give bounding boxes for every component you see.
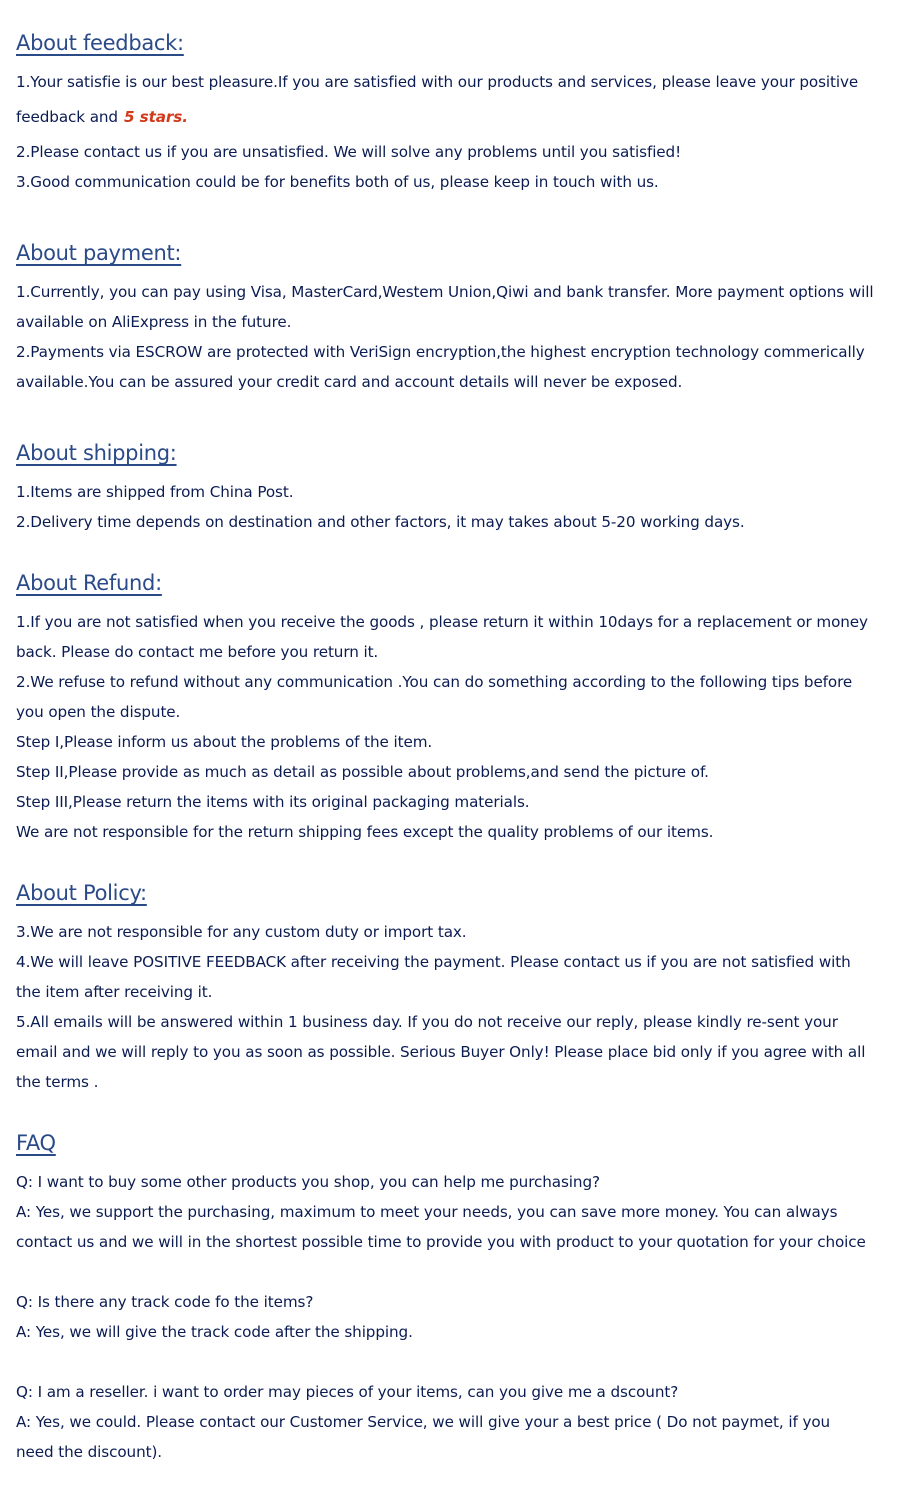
shipping-line-2: 2.Delivery time depends on destination and other factors, it may takes about 5-20 working days. xyxy=(16,513,745,531)
refund-line-3: 2.We refuse to refund without any communication .You can do something according to the following tips before xyxy=(16,673,853,691)
faq-answer-3-line-2: need the discount). xyxy=(16,1443,163,1461)
feedback-heading: About feedback: xyxy=(16,31,184,55)
faq-answer-3-line-1: A: Yes, we could. Please contact our Customer Service, we will give your a best price ( Do not paymet, if you xyxy=(16,1413,831,1431)
feedback-line-4: 3.Good communication could be for benefits both of us, please keep in touch with us. xyxy=(16,173,659,191)
policy-line-4: 5.All emails will be answered within 1 business day. If you do not receive our reply, please kindly re-sent your xyxy=(16,1013,838,1031)
feedback-line-2-text: feedback and xyxy=(16,108,118,126)
payment-heading: About payment: xyxy=(16,241,182,265)
faq-answer-1-line-1: A: Yes, we support the purchasing, maximum to meet your needs, you can save more money. You can always xyxy=(16,1203,838,1221)
payment-line-1: 1.Currently, you can pay using Visa, MasterCard,Westem Union,Qiwi and bank transfer. More payment options will xyxy=(16,283,874,301)
feedback-line-3: 2.Please contact us if you are unsatisfied. We will solve any problems until you satisfied! xyxy=(16,143,682,161)
refund-line-1: 1.If you are not satisfied when you receive the goods , please return it within 10days for a replacement or money xyxy=(16,613,868,631)
policy-line-6: the terms . xyxy=(16,1073,99,1091)
faq-answer-2: A: Yes, we will give the track code after the shipping. xyxy=(16,1323,413,1341)
shipping-line-1: 1.Items are shipped from China Post. xyxy=(16,483,294,501)
faq-question-1: Q: I want to buy some other products you shop, you can help me purchasing? xyxy=(16,1173,600,1191)
feedback-line-2 xyxy=(16,107,188,127)
refund-step-2: Step II,Please provide as much as detail as possible about problems,and send the picture of. xyxy=(16,763,709,781)
refund-step-3: Step III,Please return the items with its original packaging materials. xyxy=(16,793,530,811)
policy-line-2: 4.We will leave POSITIVE FEEDBACK after receiving the payment. Please contact us if you are not satisfied with xyxy=(16,953,851,971)
faq-question-3: Q: I am a reseller. i want to order may pieces of your items, can you give me a dscount? xyxy=(16,1383,679,1401)
faq-question-2: Q: Is there any track code fo the items? xyxy=(16,1293,314,1311)
payment-line-2: available on AliExpress in the future. xyxy=(16,313,292,331)
payment-line-4: available.You can be assured your credit card and account details will never be exposed. xyxy=(16,373,683,391)
faq-answer-1-line-2: contact us and we will in the shortest possible time to provide you with product to your quotation for your choice xyxy=(16,1233,866,1251)
feedback-line-1: 1.Your satisfie is our best pleasure.If you are satisfied with our products and services, please leave your positive xyxy=(16,73,859,91)
shipping-heading: About shipping: xyxy=(16,441,177,465)
refund-step-1: Step I,Please inform us about the problems of the item. xyxy=(16,733,433,751)
refund-line-4: you open the dispute. xyxy=(16,703,181,721)
policy-line-3: the item after receiving it. xyxy=(16,983,213,1001)
policy-heading: About Policy: xyxy=(16,881,147,905)
refund-heading: About Refund: xyxy=(16,571,162,595)
refund-line-8: We are not responsible for the return shipping fees except the quality problems of our items. xyxy=(16,823,714,841)
five-stars-text: 5 stars. xyxy=(123,108,188,126)
faq-heading: FAQ xyxy=(16,1131,56,1155)
policy-line-5: email and we will reply to you as soon as possible. Serious Buyer Only! Please place bid only if you agree with all xyxy=(16,1043,866,1061)
payment-line-3: 2.Payments via ESCROW are protected with VeriSign encryption,the highest encryption technology commerically xyxy=(16,343,865,361)
policy-line-1: 3.We are not responsible for any custom duty or import tax. xyxy=(16,923,467,941)
refund-line-2: back. Please do contact me before you return it. xyxy=(16,643,379,661)
